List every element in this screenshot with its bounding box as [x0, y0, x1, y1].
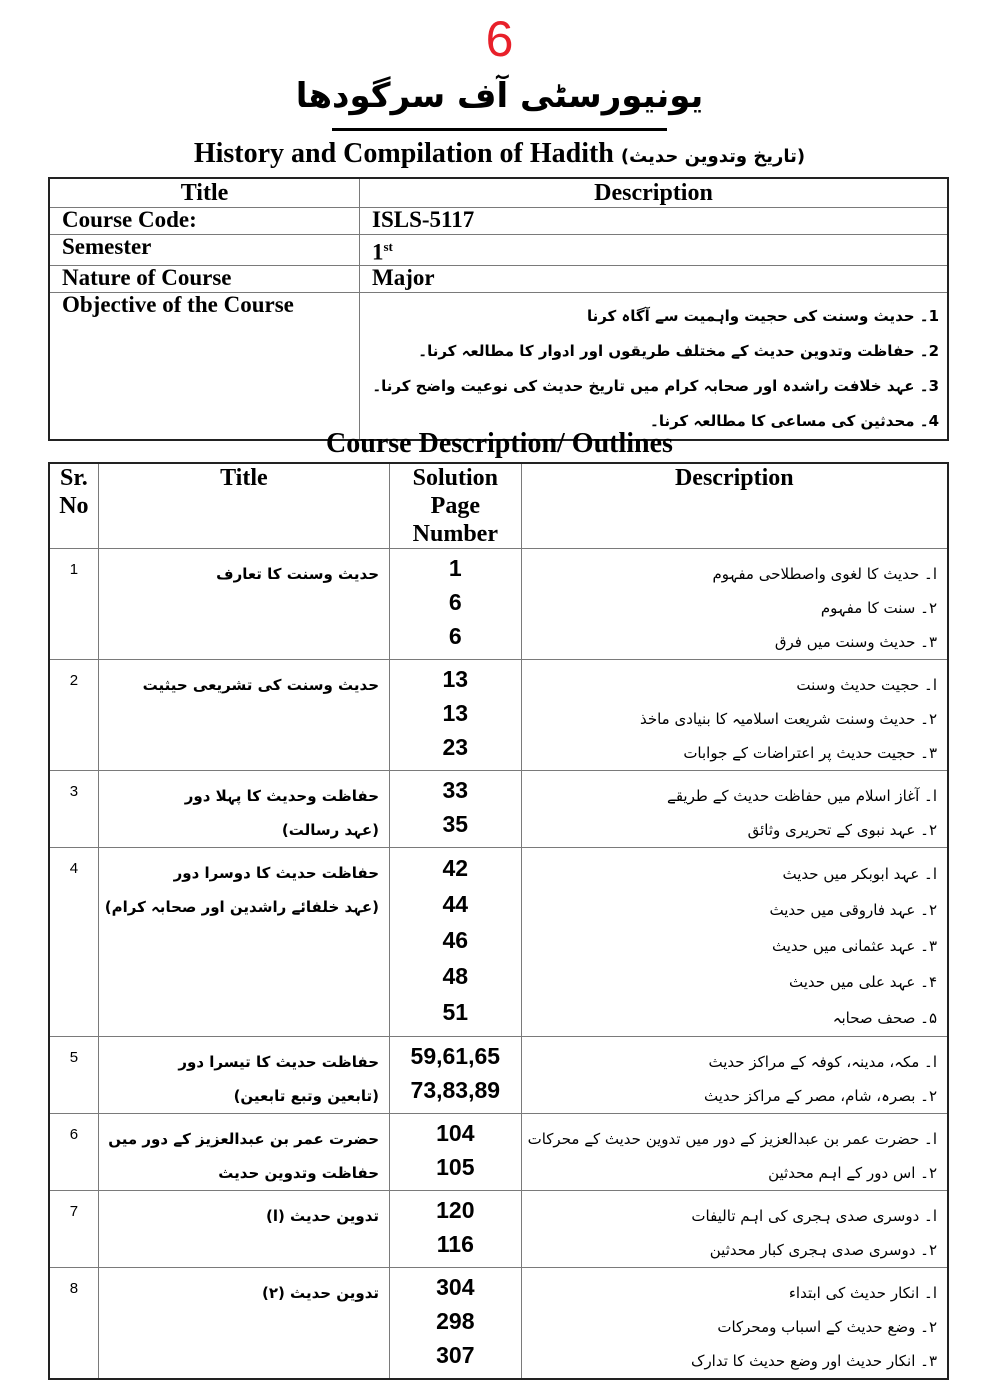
- row-title: [98, 660, 389, 771]
- row-title-line: حفاظت حدیث کا تیسرا دور: [178, 1053, 380, 1071]
- header-sr-line: No: [59, 493, 89, 519]
- description-item: ا۔ انکار حدیث کی ابتداء: [788, 1284, 937, 1302]
- row-title: [98, 549, 389, 660]
- description-item: ۲۔ وضع حدیث کے اسباب ومحرکات: [717, 1318, 937, 1336]
- row-title-line: (عہد خلفائے راشدین اور صحابہ کرام): [104, 898, 380, 916]
- solution-page-number: 307: [436, 1342, 475, 1368]
- row-description: [521, 1114, 948, 1191]
- outline-row: [49, 1037, 948, 1114]
- semester-number: 1: [372, 239, 384, 265]
- row-sr-no: 7: [49, 1191, 98, 1268]
- outline-row: [49, 771, 948, 848]
- solution-page-number: 73,83,89: [410, 1077, 501, 1103]
- row-sr-no: 2: [49, 660, 98, 771]
- outline-row: [49, 1191, 948, 1268]
- row-title-line: حدیث وسنت کی تشریعی حیثیت: [142, 676, 380, 694]
- row-title-line: حفاظت حدیث کا دوسرا دور: [173, 864, 380, 882]
- description-item: ۵۔ صحف صحابہ: [832, 1009, 937, 1027]
- header-page-line: Solution Page: [412, 465, 498, 519]
- row-title: [98, 1268, 389, 1380]
- row-solution-pages: [390, 771, 522, 848]
- outline-row: [49, 1268, 948, 1380]
- nature-label: Nature of Course: [49, 265, 360, 292]
- semester-value: [360, 235, 949, 266]
- row-solution-pages: [390, 1037, 522, 1114]
- semester-suffix: st: [383, 239, 393, 254]
- row-sr-no: 6: [49, 1114, 98, 1191]
- outline-row: [49, 660, 948, 771]
- row-description: [521, 1268, 948, 1380]
- row-description: [521, 549, 948, 660]
- row-sr-no: 3: [49, 771, 98, 848]
- course-info-table: [48, 177, 949, 441]
- solution-page-number: 116: [436, 1231, 474, 1257]
- solution-page-number: 59,61,65: [410, 1043, 501, 1069]
- outline-row: [49, 549, 948, 660]
- solution-page-number: 46: [442, 927, 469, 953]
- solution-page-number: 51: [442, 999, 469, 1025]
- description-item: ۳۔ انکار حدیث اور وضع حدیث کا تدارک: [691, 1352, 937, 1370]
- info-header-title: Title: [49, 178, 360, 208]
- row-description: [521, 771, 948, 848]
- solution-page-number: 104: [436, 1120, 475, 1146]
- row-title: [98, 1037, 389, 1114]
- solution-page-number: 44: [442, 891, 469, 917]
- row-title: [98, 771, 389, 848]
- solution-page-number: 1: [448, 555, 462, 581]
- row-solution-pages: [390, 1268, 522, 1380]
- outline-row: [49, 848, 948, 1037]
- row-sr-no: 4: [49, 848, 98, 1037]
- university-underline: [332, 128, 667, 131]
- info-row-objectives: [49, 292, 948, 440]
- solution-page-number: 42: [442, 855, 469, 881]
- solution-page-number: 48: [442, 963, 469, 989]
- semester-label: Semester: [49, 235, 360, 266]
- description-item: ا۔ عہد ابوبکر میں حدیث: [782, 865, 937, 883]
- description-item: ۲۔ عہد نبوی کے تحریری وثائق: [747, 821, 937, 839]
- document-title-english: History and Compilation of Hadith: [193, 138, 614, 169]
- description-item: ۲۔ حدیث وسنت شریعت اسلامیہ کا بنیادی ماخذ: [639, 710, 937, 728]
- description-item: ۲۔ دوسری صدی ہجری کبار محدثین: [709, 1241, 937, 1259]
- description-item: ۴۔ عہد علی میں حدیث: [789, 973, 937, 991]
- header-solution-page: [390, 463, 522, 549]
- row-solution-pages: [390, 660, 522, 771]
- solution-page-number: 35: [442, 811, 469, 837]
- solution-page-number: 33: [442, 777, 469, 803]
- header-description: Description: [521, 463, 948, 549]
- row-title: [98, 1191, 389, 1268]
- description-item: ا۔ دوسری صدی ہجری کی اہم تالیفات: [691, 1207, 937, 1225]
- row-description: [521, 1191, 948, 1268]
- info-row-semester: [49, 235, 948, 266]
- page-number: 6: [485, 11, 514, 67]
- row-title-line: حفاظت وتدوین حدیث: [218, 1164, 380, 1182]
- description-item: ا۔ حجیت حدیث وسنت: [796, 676, 937, 694]
- solution-page-number: 304: [436, 1274, 475, 1300]
- row-sr-no: 1: [49, 549, 98, 660]
- outline-body: [49, 549, 948, 1380]
- row-solution-pages: [390, 1191, 522, 1268]
- description-item: ۲۔ بصرہ، شام، مصر کے مراکز حدیث: [703, 1087, 937, 1105]
- row-title: [98, 848, 389, 1037]
- row-description: [521, 848, 948, 1037]
- row-title-line: تدوین حدیث (۲): [261, 1284, 380, 1302]
- course-code-label: Course Code:: [49, 208, 360, 235]
- row-solution-pages: [390, 848, 522, 1037]
- section-title: Course Description/ Outlines: [326, 428, 673, 459]
- row-title-line: حدیث وسنت کا تعارف: [216, 565, 380, 583]
- objectives-list: [360, 292, 949, 440]
- nature-value: Major: [360, 265, 949, 292]
- row-description: [521, 1037, 948, 1114]
- header-page-line: Number: [412, 521, 498, 547]
- header-sr-no: [49, 463, 98, 549]
- row-title-line: تدوین حدیث (ا): [265, 1207, 380, 1225]
- solution-page-number: 105: [436, 1154, 475, 1180]
- description-item: ا۔ حضرت عمر بن عبدالعزیز کے دور میں تدوین حدیث کے محرکات: [527, 1130, 937, 1148]
- row-solution-pages: [390, 549, 522, 660]
- description-item: ۳۔ حدیث وسنت میں فرق: [774, 633, 937, 651]
- objective-item: 1۔ حدیث وسنت کی حجیت واہمیت سے آگاہ کرنا: [586, 306, 939, 325]
- header-sr-line: Sr.: [59, 465, 88, 491]
- solution-page-number: 13: [442, 666, 469, 692]
- document-title: [0, 138, 999, 170]
- objective-item: 3۔ عہد خلافت راشدہ اور صحابہ کرام میں تاریخ حدیث کی نوعیت واضح کرنا۔: [372, 376, 939, 395]
- info-header-row: [49, 178, 948, 208]
- row-title: [98, 1114, 389, 1191]
- objective-item: 4۔ محدثین کی مساعی کا مطالعہ کرنا۔: [650, 411, 939, 430]
- university-name: یونیورسٹی آف سرگودھا: [295, 76, 704, 116]
- info-row-nature: [49, 265, 948, 292]
- description-item: ۳۔ حجیت حدیث پر اعتراضات کے جوابات: [683, 744, 937, 762]
- row-solution-pages: [390, 1114, 522, 1191]
- description-item: ۳۔ عہد عثمانی میں حدیث: [772, 937, 937, 955]
- description-item: ا۔ مکہ، مدینہ، کوفہ کے مراکز حدیث: [708, 1053, 937, 1071]
- description-item: ۲۔ عہد فاروقی میں حدیث: [769, 901, 937, 919]
- solution-page-number: 23: [442, 734, 469, 760]
- description-item: ا۔ آغاز اسلام میں حفاظت حدیث کے طریقے: [667, 787, 937, 805]
- outline-row: [49, 1114, 948, 1191]
- objective-item: 2۔ حفاظت وتدوین حدیث کے مختلف طریقوں اور ادوار کا مطالعہ کرنا۔: [418, 341, 939, 360]
- solution-page-number: 298: [436, 1308, 475, 1334]
- solution-page-number: 6: [448, 623, 462, 649]
- course-code-value: ISLS-5117: [360, 208, 949, 235]
- row-sr-no: 8: [49, 1268, 98, 1380]
- description-item: ۲۔ سنت کا مفہوم: [820, 599, 937, 617]
- course-outline-table: [48, 462, 949, 1380]
- info-row-course-code: [49, 208, 948, 235]
- document-title-urdu: (تاریخ وتدوین حدیث): [620, 146, 806, 167]
- solution-page-number: 6: [448, 589, 462, 615]
- row-title-line: (عہد رسالت): [281, 821, 380, 839]
- description-item: ا۔ حدیث کا لغوی واصطلاحی مفہوم: [712, 565, 937, 583]
- solution-page-number: 13: [442, 700, 469, 726]
- description-item: ۲۔ اس دور کے اہم محدثین: [768, 1164, 937, 1182]
- outline-header-row: [49, 463, 948, 549]
- objective-label: Objective of the Course: [49, 292, 360, 440]
- info-header-description: Description: [360, 178, 949, 208]
- row-sr-no: 5: [49, 1037, 98, 1114]
- row-title-line: حفاظت وحدیث کا پہلا دور: [184, 787, 380, 805]
- row-title-line: حضرت عمر بن عبدالعزیز کے دور میں: [108, 1130, 380, 1148]
- solution-page-number: 120: [436, 1197, 475, 1223]
- row-description: [521, 660, 948, 771]
- header-title: Title: [98, 463, 389, 549]
- row-title-line: (تابعین وتبع تابعین): [233, 1087, 380, 1105]
